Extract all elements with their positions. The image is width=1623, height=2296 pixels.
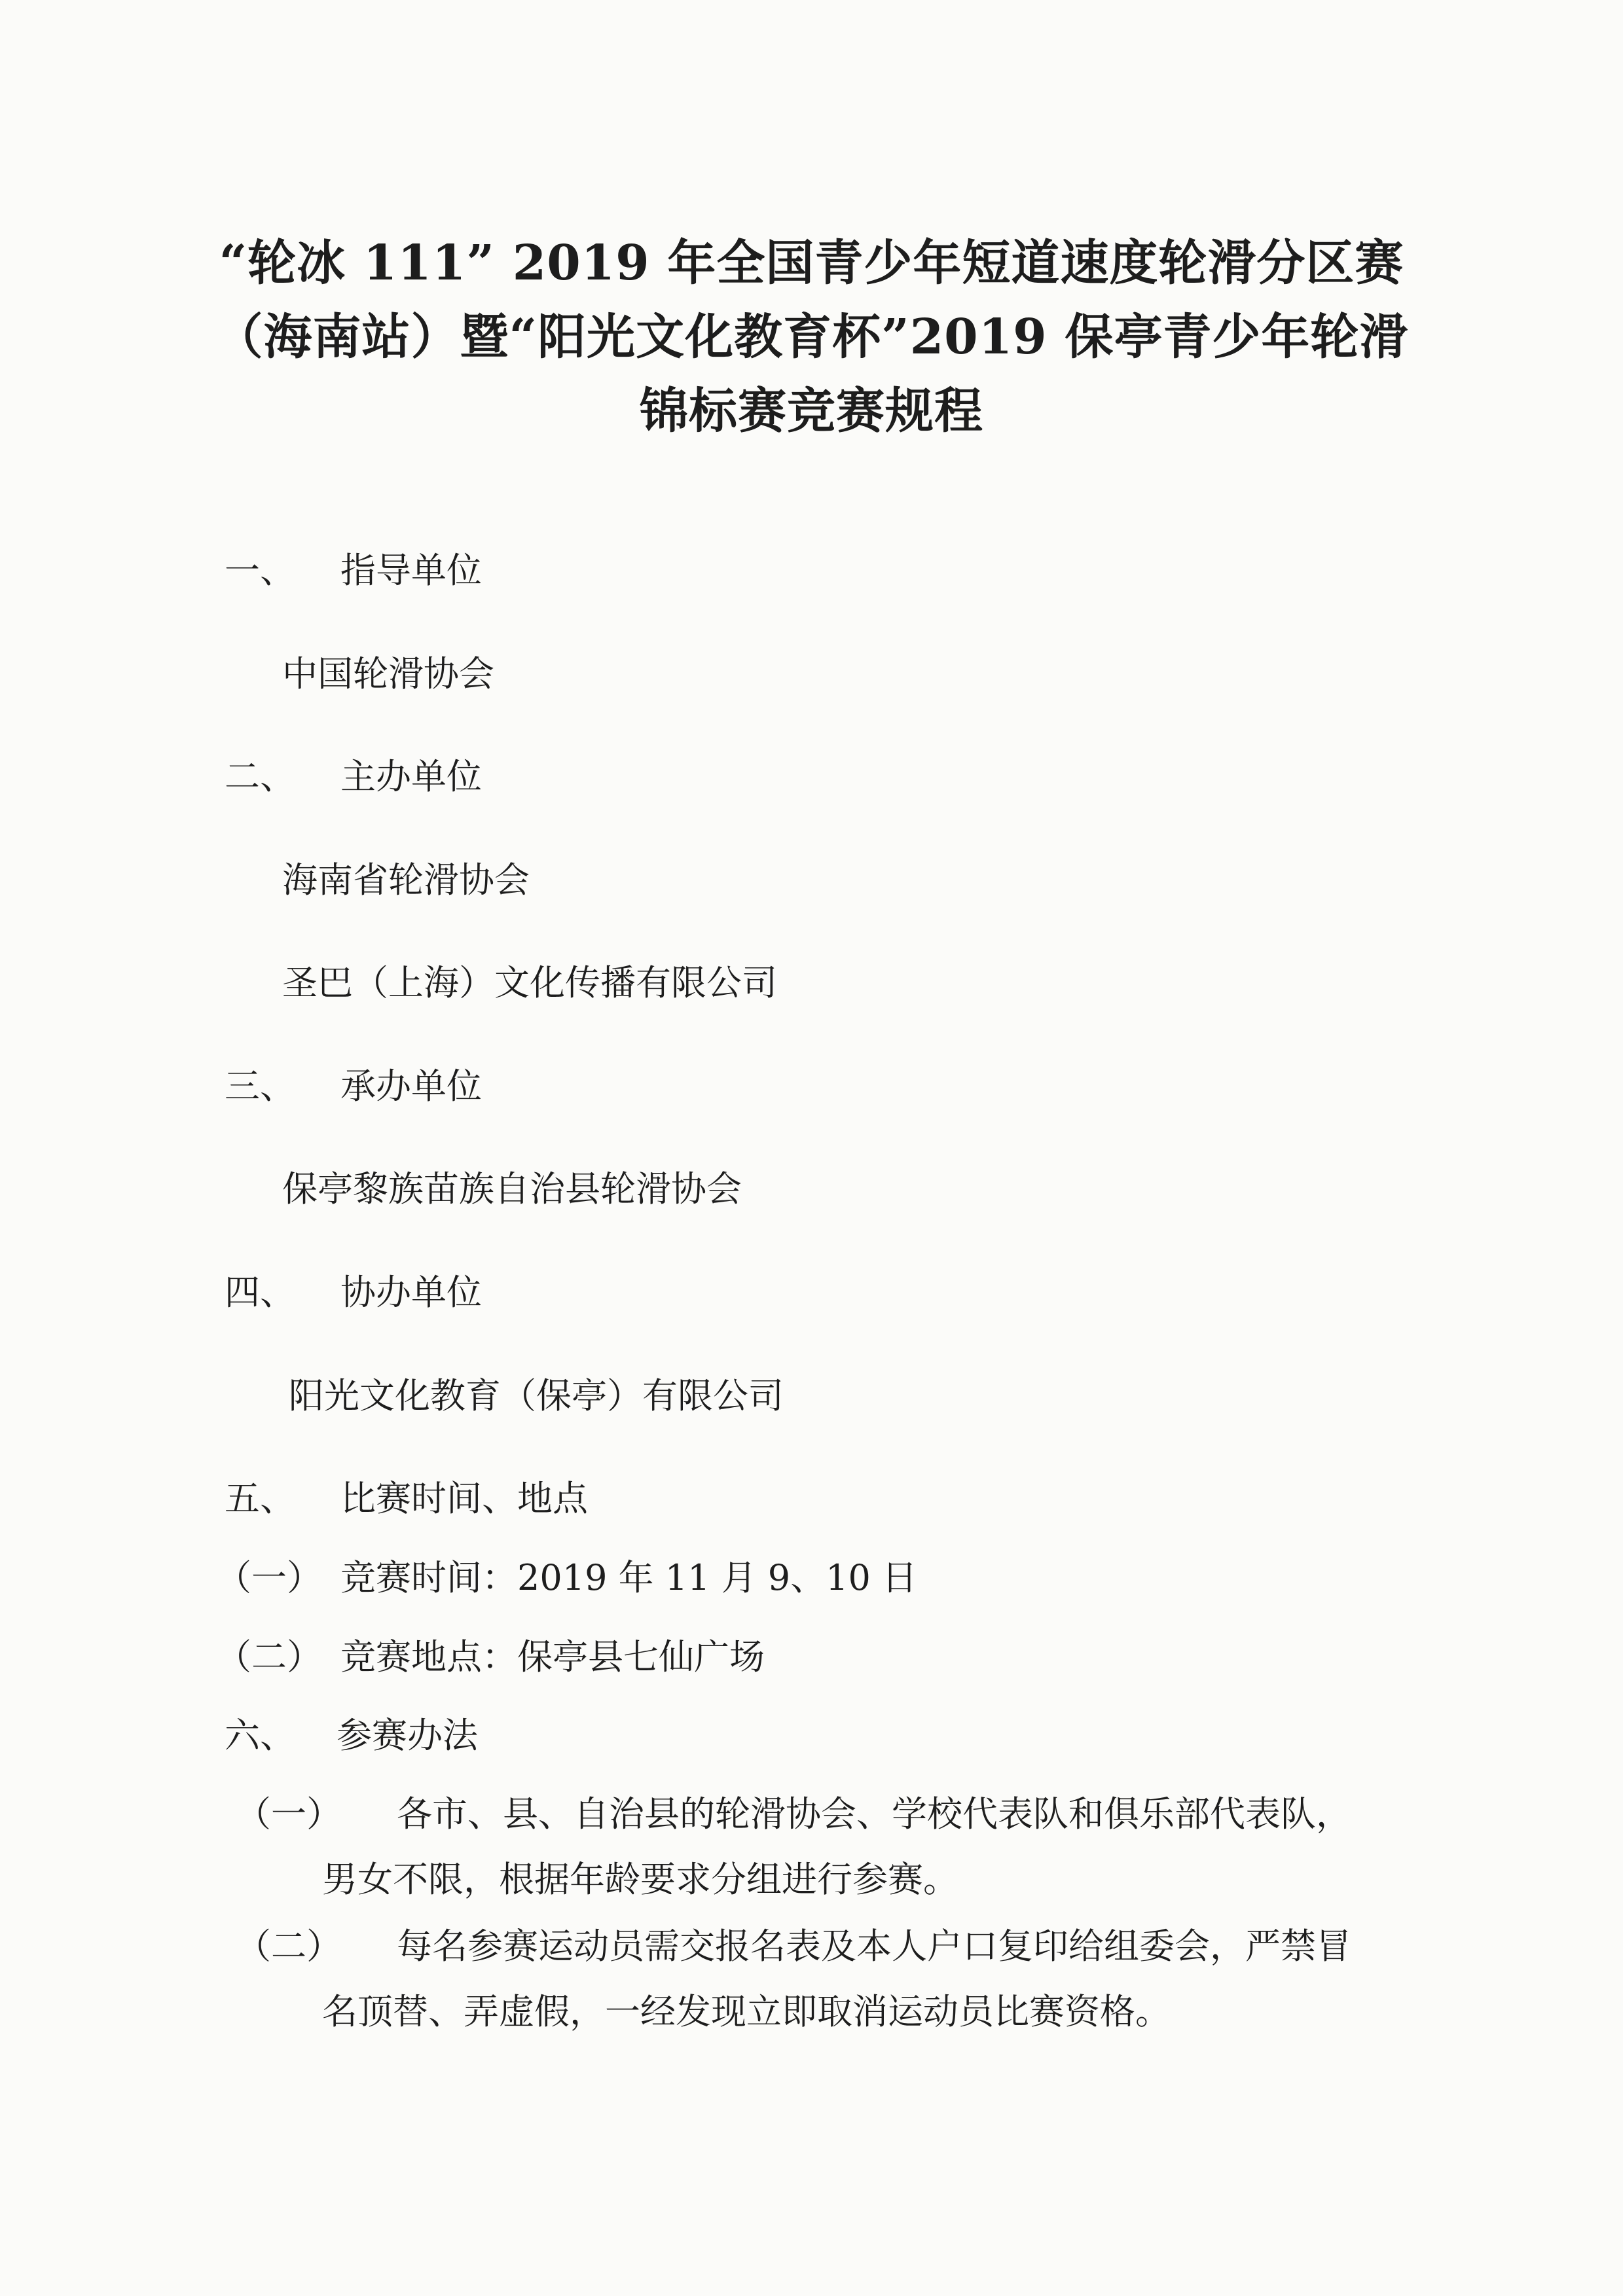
organization-name: 中国轮滑协会 [282, 653, 494, 694]
organization-name: 保亭黎族苗族自治县轮滑协会 [282, 1168, 742, 1210]
title-line-2: （海南站）暨“阳光文化教育杯”2019 保亭青少年轮滑 [214, 309, 1409, 365]
title-line-3: 锦标赛竞赛规程 [640, 383, 983, 439]
item-text: 竞赛地点：保亭县七仙广场 [340, 1636, 765, 1677]
item-text: 竞赛时间：2019 年 11 月 9、10 日 [340, 1557, 918, 1598]
organization-name: 海南省轮滑协会 [282, 859, 530, 901]
organization-name: 圣巴（上海）文化传播有限公司 [282, 962, 777, 1003]
section-number: 二、 [225, 756, 295, 797]
section-title: 承办单位 [340, 1066, 482, 1107]
item-number: （二） [236, 1926, 342, 1967]
section-number: 六、 [225, 1715, 295, 1756]
section-number: 四、 [225, 1272, 295, 1313]
item-number: （二） [216, 1636, 322, 1677]
section-title: 主办单位 [340, 756, 482, 797]
section-title: 比赛时间、地点 [340, 1478, 588, 1519]
section-title: 参赛办法 [337, 1715, 478, 1756]
section-title: 协办单位 [340, 1272, 482, 1313]
section-title: 指导单位 [340, 550, 482, 591]
item-text: 各市、县、自治县的轮滑协会、学校代表队和俱乐部代表队， [397, 1793, 1351, 1835]
section-number: 三、 [225, 1066, 295, 1107]
item-text: 每名参赛运动员需交报名表及本人户口复印给组委会，严禁冒 [397, 1926, 1351, 1967]
item-text-continued: 男女不限，根据年龄要求分组进行参赛。 [322, 1859, 958, 1900]
section-number: 五、 [225, 1478, 295, 1519]
section-number: 一、 [225, 550, 295, 591]
item-number: （一） [236, 1793, 342, 1835]
item-text-continued: 名顶替、弄虚假，一经发现立即取消运动员比赛资格。 [322, 1991, 1171, 2032]
title-line-1: “轮冰 111” 2019 年全国青少年短道速度轮滑分区赛 [219, 235, 1404, 291]
organization-name: 阳光文化教育（保亭）有限公司 [289, 1375, 784, 1416]
item-number: （一） [216, 1557, 322, 1598]
